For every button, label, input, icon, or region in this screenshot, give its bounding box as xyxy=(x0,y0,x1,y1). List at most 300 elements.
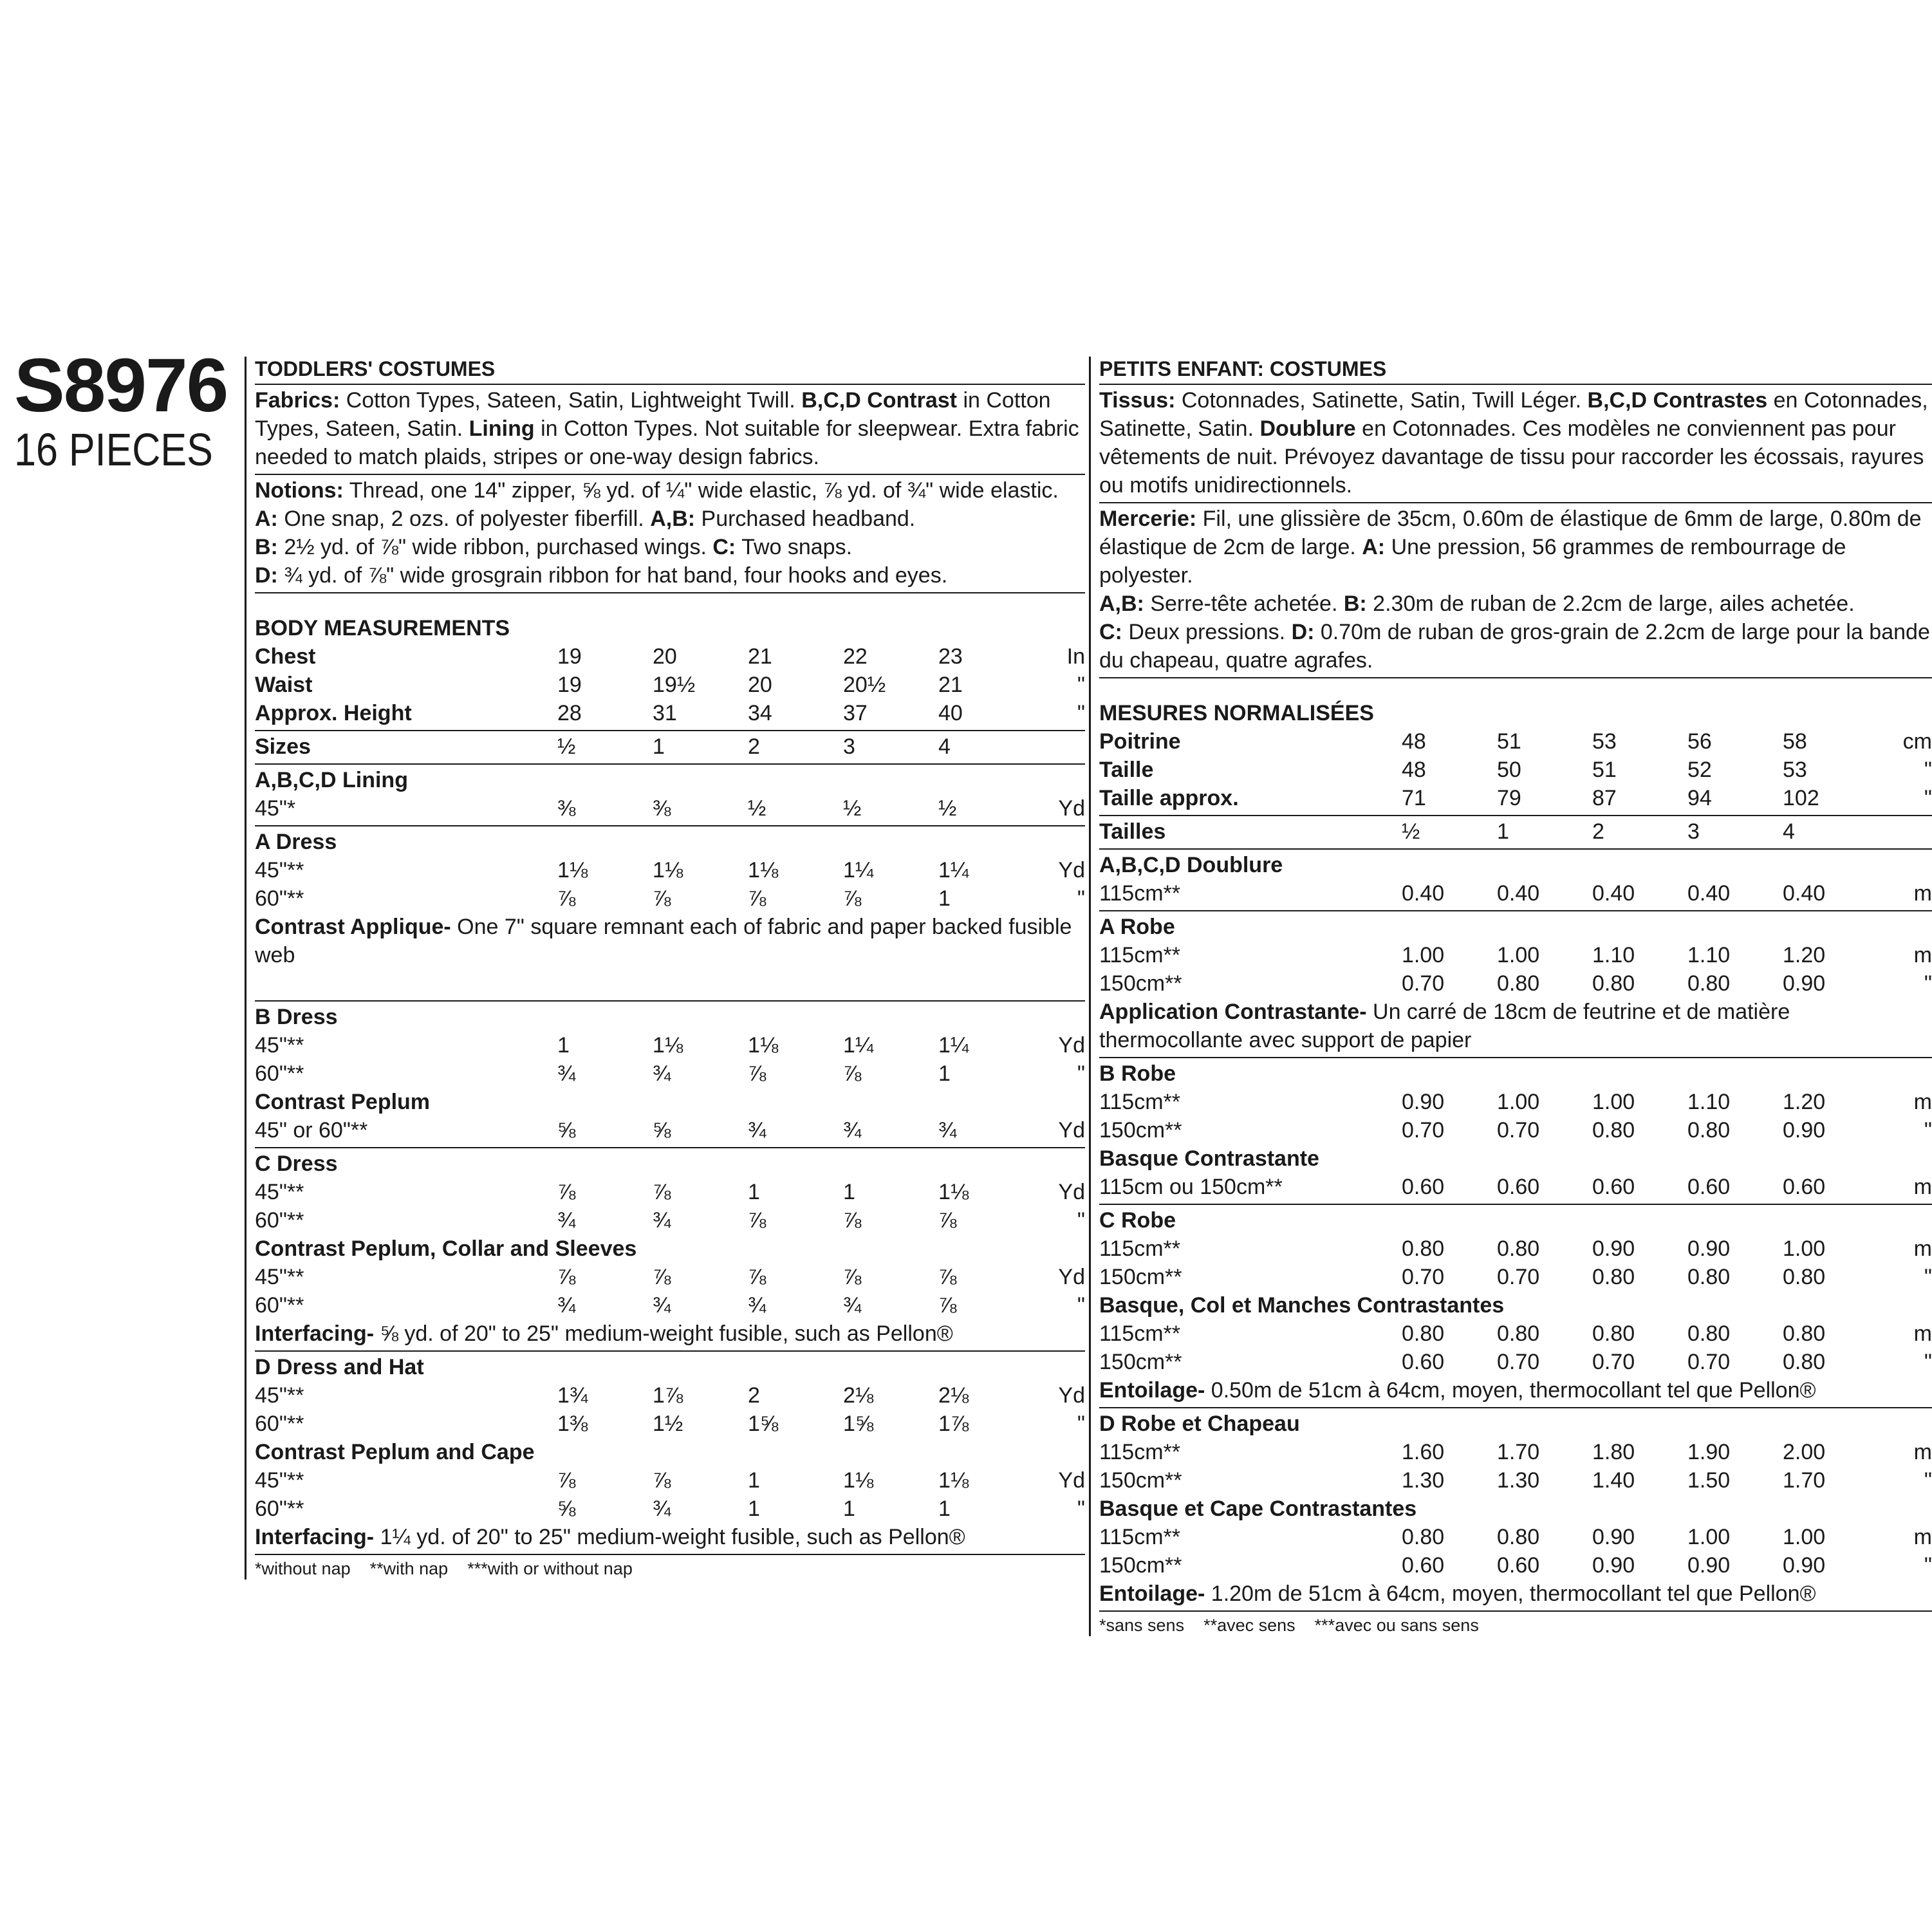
size-value: ½ xyxy=(557,734,576,759)
divider-rule xyxy=(255,763,1085,765)
row-unit: cm xyxy=(1902,729,1932,754)
column-title: PETITS ENFANT: COSTUMES xyxy=(1099,357,1387,380)
size-value: 1 xyxy=(1497,819,1509,844)
divider-rule xyxy=(1099,1407,1932,1408)
row-value: 0.80 xyxy=(1783,1265,1826,1289)
row-value: 102 xyxy=(1783,786,1819,810)
note-label: Interfacing- xyxy=(255,1321,375,1346)
row-value: 19 xyxy=(557,644,582,669)
row-value: 0.90 xyxy=(1592,1525,1635,1549)
row-value: 1.00 xyxy=(1497,943,1540,967)
row-value: 0.80 xyxy=(1592,1321,1635,1346)
measure-row xyxy=(255,699,1085,727)
row-value: 0.80 xyxy=(1402,1236,1445,1261)
row-value: 31 xyxy=(653,701,677,725)
row-value: ¾ xyxy=(653,1497,671,1521)
row-value: 0.90 xyxy=(1687,1236,1731,1261)
row-value: 0.60 xyxy=(1592,1175,1635,1199)
row-label: 115cm** xyxy=(1099,1440,1180,1464)
row-unit: m xyxy=(1913,1090,1932,1114)
row-label: 45"* xyxy=(255,796,296,821)
size-value: ½ xyxy=(1402,819,1420,844)
measure-row xyxy=(255,1059,1085,1088)
notions-t4: 2.30m de ruban de 2.2cm de large, ailes achetée. xyxy=(1366,592,1855,616)
fabrics-b2: Lining xyxy=(469,416,535,441)
row-value: ⅞ xyxy=(653,886,671,911)
divider-rule xyxy=(1099,1204,1932,1205)
measure-row xyxy=(1099,1348,1932,1376)
subsection-title: Contrast Peplum and Cape xyxy=(255,1440,535,1464)
row-value: 28 xyxy=(557,701,582,725)
row-value: 22 xyxy=(843,644,868,669)
divider-rule xyxy=(1099,848,1932,850)
row-value: 1 xyxy=(557,1033,570,1058)
row-value: 0.70 xyxy=(1497,1350,1540,1374)
row-value: 0.90 xyxy=(1592,1553,1635,1578)
row-value: 0.40 xyxy=(1402,881,1445,906)
measure-row xyxy=(1099,784,1932,812)
fabrics-text1: Cotton Types, Sateen, Satin, Lightweight Twill. xyxy=(340,388,802,413)
row-value: 1½ xyxy=(653,1412,683,1436)
row-unit: " xyxy=(1077,1208,1085,1233)
size-value: 4 xyxy=(1783,819,1795,844)
row-unit: Yd xyxy=(1058,1118,1085,1143)
row-value: 0.90 xyxy=(1783,1118,1826,1143)
row-value: 0.80 xyxy=(1402,1321,1445,1346)
notions-t2: One snap, 2 ozs. of polyester fiberfill. xyxy=(277,507,651,531)
row-unit: m xyxy=(1913,1440,1932,1464)
row-value: ⅞ xyxy=(748,1208,766,1233)
row-label: 150cm** xyxy=(1099,1553,1182,1578)
fabrics-label: Tissus: xyxy=(1099,388,1176,413)
row-value: 20 xyxy=(748,673,772,697)
notions-ab: A,B: xyxy=(1099,592,1144,616)
size-value: 2 xyxy=(748,734,760,759)
fabrics-text xyxy=(1099,386,1932,499)
row-label: 60"** xyxy=(255,1293,304,1318)
row-value: 0.80 xyxy=(1592,1265,1635,1289)
subsection-title: Basque, Col et Manches Contrastantes xyxy=(1099,1293,1505,1318)
row-value: ⅞ xyxy=(748,1265,766,1289)
row-value: 1.80 xyxy=(1592,1440,1635,1464)
row-unit: " xyxy=(1077,1061,1085,1086)
row-value: ⅞ xyxy=(938,1208,957,1233)
divider-rule xyxy=(1099,910,1932,911)
row-label: 60"** xyxy=(255,1412,304,1436)
row-label: 60"** xyxy=(255,1061,304,1086)
row-value: 0.70 xyxy=(1497,1265,1540,1289)
note-text: 0.50m de 51cm à 64cm, moyen, thermocollant tel que Pellon® xyxy=(1205,1378,1816,1403)
fabrics-b1: B,C,D Contrast xyxy=(801,388,958,413)
pattern-brand xyxy=(14,343,246,476)
row-value: 0.60 xyxy=(1402,1350,1445,1374)
measure-row xyxy=(1099,879,1932,908)
row-value: 0.70 xyxy=(1687,1350,1731,1374)
row-unit: m xyxy=(1913,943,1932,967)
row-value: ⅞ xyxy=(653,1468,671,1493)
row-unit: " xyxy=(1924,971,1932,996)
row-value: 1 xyxy=(748,1468,760,1493)
note-label: Interfacing- xyxy=(255,1525,375,1549)
notions-label: Notions: xyxy=(255,478,344,503)
footnote-item: ***with or without nap xyxy=(467,1559,633,1578)
row-value: 1.10 xyxy=(1687,1090,1731,1114)
measure-row xyxy=(1099,1116,1932,1144)
row-value: 1¼ xyxy=(843,858,874,882)
row-value: 1 xyxy=(748,1180,760,1204)
row-value: 1⅛ xyxy=(653,1033,683,1058)
row-value: 0.80 xyxy=(1687,1118,1731,1143)
divider-rule xyxy=(255,474,1085,475)
row-value: 1⅝ xyxy=(748,1412,779,1436)
row-value: 0.40 xyxy=(1687,881,1731,906)
section-note xyxy=(255,913,1085,969)
row-value: 52 xyxy=(1687,758,1712,782)
row-value: ⅞ xyxy=(653,1265,671,1289)
size-value: 3 xyxy=(843,734,855,759)
measure-row xyxy=(255,884,1085,913)
section-title: A,B,C,D Doublure xyxy=(1099,853,1283,877)
row-label: 115cm** xyxy=(1099,1236,1180,1261)
row-value: 1⅞ xyxy=(653,1383,683,1408)
row-value: 0.90 xyxy=(1402,1090,1445,1114)
row-value: 0.80 xyxy=(1687,1321,1731,1346)
measure-row xyxy=(1099,727,1932,756)
row-value: 1⅛ xyxy=(748,858,779,882)
notions-t1: Thread, one 14" zipper, ⅝ yd. of ¼" wide elastic, ⅞ yd. of ¾" wide elastic. xyxy=(343,478,1059,503)
row-label: 45"** xyxy=(255,1468,304,1493)
measure-row xyxy=(1099,1088,1932,1116)
row-value: 0.60 xyxy=(1783,1175,1826,1199)
size-value: 1 xyxy=(653,734,665,759)
notions-t5: Two snaps. xyxy=(736,535,853,559)
row-label: 45"** xyxy=(255,1265,304,1289)
notions-b: B: xyxy=(255,535,278,559)
row-value: 1.00 xyxy=(1497,1090,1540,1114)
row-value: 1.00 xyxy=(1592,1090,1635,1114)
row-value: 51 xyxy=(1497,729,1521,754)
row-value: 94 xyxy=(1687,786,1712,810)
row-value: ⅞ xyxy=(557,886,576,911)
row-unit: m xyxy=(1913,1525,1932,1549)
row-value: 0.80 xyxy=(1497,1236,1540,1261)
notions-text xyxy=(255,476,1085,590)
measure-row xyxy=(1099,1466,1932,1495)
row-value: 1.70 xyxy=(1783,1468,1826,1493)
fabrics-text xyxy=(255,386,1085,471)
fabrics-text1: Cotonnades, Satinette, Satin, Twill Léger. xyxy=(1175,388,1588,413)
note-label: Entoilage- xyxy=(1099,1378,1205,1403)
row-value: 48 xyxy=(1402,758,1426,782)
body-measurements-title: BODY MEASUREMENTS xyxy=(255,616,510,640)
row-value: 53 xyxy=(1783,758,1807,782)
row-label: 45"** xyxy=(255,1383,304,1408)
notions-t4: 2½ yd. of ⅞" wide ribbon, purchased wings. xyxy=(277,535,713,559)
row-label: 115cm** xyxy=(1099,943,1180,967)
row-value: 0.80 xyxy=(1592,1118,1635,1143)
row-label: 45"** xyxy=(255,858,304,882)
row-value: 1⅛ xyxy=(938,1180,969,1204)
divider-rule xyxy=(1099,384,1932,385)
subsection-title: Basque et Cape Contrastantes xyxy=(1099,1497,1417,1521)
section-title: B Dress xyxy=(255,1005,338,1029)
divider-rule xyxy=(255,1554,1085,1555)
divider-rule xyxy=(255,1147,1085,1148)
row-value: ¾ xyxy=(557,1208,576,1233)
row-value: 0.40 xyxy=(1783,881,1826,906)
row-unit: " xyxy=(1077,886,1085,911)
section-note xyxy=(1099,998,1932,1054)
note-text: Un carré de 18cm de feutrine et de matière thermocollante avec support de papier xyxy=(1099,1000,1790,1052)
row-label: Poitrine xyxy=(1099,729,1181,754)
measure-row xyxy=(1099,1320,1932,1348)
row-value: 0.70 xyxy=(1402,1118,1445,1143)
notions-a: A: xyxy=(1362,535,1386,559)
fabrics-text2: in Cotton Types, Sateen, Satin. xyxy=(255,388,1051,441)
row-value: 20 xyxy=(653,644,677,669)
row-value: 0.80 xyxy=(1783,1350,1826,1374)
notions-b: B: xyxy=(1343,592,1367,616)
row-unit: " xyxy=(1924,1265,1932,1289)
section-title: C Robe xyxy=(1099,1208,1176,1233)
footnote-item: ***avec ou sans sens xyxy=(1314,1616,1479,1635)
french-column xyxy=(1089,357,1932,1636)
row-value: ¾ xyxy=(748,1118,766,1143)
row-value: 0.70 xyxy=(1402,1265,1445,1289)
note-text: ⅝ yd. of 20" to 25" medium-weight fusible, such as Pellon® xyxy=(374,1321,953,1346)
fabrics-text3: in Cotton Types. Not suitable for sleepwear. Extra fabric needed to match plaids, stripes or one-way design fabrics. xyxy=(255,416,1079,469)
divider-rule xyxy=(1099,815,1932,816)
row-unit-empty xyxy=(1878,817,1932,846)
row-value: 1.00 xyxy=(1687,1525,1731,1549)
section-title: C Dress xyxy=(255,1152,338,1176)
row-value: 1⅛ xyxy=(843,1468,874,1493)
notions-c: C: xyxy=(1099,620,1122,644)
row-label: 115cm** xyxy=(1099,1525,1180,1549)
footnote-item: *sans sens xyxy=(1099,1616,1185,1635)
notions-ab: A,B: xyxy=(650,507,696,531)
size-value: 4 xyxy=(938,734,951,759)
row-unit: " xyxy=(1077,701,1085,725)
measure-row xyxy=(255,1031,1085,1059)
row-unit: Yd xyxy=(1058,1265,1085,1289)
row-value: 1⅛ xyxy=(938,1468,969,1493)
row-value: ⅞ xyxy=(843,1208,862,1233)
row-unit: In xyxy=(1066,644,1085,669)
footnote-item: **with nap xyxy=(369,1559,449,1578)
row-value: 0.90 xyxy=(1592,1236,1635,1261)
row-unit: Yd xyxy=(1058,1383,1085,1408)
divider-rule xyxy=(1099,1610,1932,1612)
row-value: 2.00 xyxy=(1783,1440,1826,1464)
row-value: 1.40 xyxy=(1592,1468,1635,1493)
row-value: 1⅝ xyxy=(843,1412,874,1436)
row-value: 0.80 xyxy=(1687,971,1731,996)
row-value: ¾ xyxy=(938,1118,957,1143)
row-label: 150cm** xyxy=(1099,1468,1182,1493)
row-label: 150cm** xyxy=(1099,971,1182,996)
row-value: 1 xyxy=(843,1497,855,1521)
row-label: Approx. Height xyxy=(255,701,412,725)
row-value: 1¾ xyxy=(557,1383,588,1408)
divider-rule xyxy=(255,384,1085,385)
row-value: 1.70 xyxy=(1497,1440,1540,1464)
row-value: 56 xyxy=(1687,729,1712,754)
row-label: Chest xyxy=(255,644,316,669)
row-value: 1.30 xyxy=(1402,1468,1445,1493)
row-value: ⅞ xyxy=(843,1061,862,1086)
row-value: ½ xyxy=(843,796,862,821)
divider-rule xyxy=(255,1000,1085,1002)
notions-t3: Purchased headband. xyxy=(695,507,916,531)
row-value: 1.30 xyxy=(1497,1468,1540,1493)
sizes-label: Tailles xyxy=(1099,819,1166,844)
row-value: ⅞ xyxy=(557,1265,576,1289)
body-measurements-title: MESURES NORMALISÉES xyxy=(1099,701,1374,725)
row-value: 0.80 xyxy=(1402,1525,1445,1549)
row-value: 1.00 xyxy=(1783,1525,1826,1549)
row-unit: m xyxy=(1913,1175,1932,1199)
row-label: 150cm** xyxy=(1099,1118,1182,1143)
size-value: 3 xyxy=(1687,819,1700,844)
notions-t1: Fil, une glissière de 35cm, 0.60m de élastique de 6mm de large, 0.80m de élastique de 2cm de large. xyxy=(1099,507,1922,559)
row-value: 1 xyxy=(938,1061,951,1086)
row-value: 1.10 xyxy=(1592,943,1635,967)
row-value: ½ xyxy=(748,796,766,821)
row-unit: Yd xyxy=(1058,1180,1085,1204)
row-unit: m xyxy=(1913,1321,1932,1346)
row-label: Taille xyxy=(1099,758,1154,782)
row-value: 1.90 xyxy=(1687,1440,1731,1464)
fabrics-text3: en Cotonnades. Ces modèles ne conviennent pas pour vêtements de nuit. Prévoyez davantage de tissu pour raccorder les écossais, rayures ou motifs unidirectionnels. xyxy=(1099,416,1924,498)
row-label: 45"** xyxy=(255,1033,304,1058)
subsection-title: Basque Contrastante xyxy=(1099,1146,1319,1171)
row-value: 21 xyxy=(748,644,772,669)
row-value: 0.80 xyxy=(1592,971,1635,996)
section-title: A,B,C,D Lining xyxy=(255,768,408,792)
row-value: ⅞ xyxy=(557,1468,576,1493)
row-value: ⅞ xyxy=(748,886,766,911)
measure-row xyxy=(255,856,1085,884)
row-value: 37 xyxy=(843,701,868,725)
row-label: 60"** xyxy=(255,1208,304,1233)
note-text: 1.20m de 51cm à 64cm, moyen, thermocollant tel que Pellon® xyxy=(1205,1581,1816,1606)
measure-row xyxy=(255,1263,1085,1291)
footnote xyxy=(1099,1614,1932,1636)
row-value: ⅞ xyxy=(748,1061,766,1086)
section-title: D Robe et Chapeau xyxy=(1099,1412,1300,1436)
measure-row xyxy=(1099,941,1932,969)
row-unit: Yd xyxy=(1058,1468,1085,1493)
row-unit: Yd xyxy=(1058,1033,1085,1058)
row-label: 115cm** xyxy=(1099,881,1180,906)
divider-rule xyxy=(1099,677,1932,678)
row-value: 1 xyxy=(938,886,951,911)
pattern-code: S8976 xyxy=(14,343,228,428)
measure-row xyxy=(1099,969,1932,998)
spacer-line xyxy=(255,969,1085,998)
row-value: 1¼ xyxy=(938,1033,969,1058)
row-unit: " xyxy=(1924,786,1932,810)
measure-row xyxy=(255,1116,1085,1144)
row-value: 0.40 xyxy=(1592,881,1635,906)
row-value: 1.60 xyxy=(1402,1440,1445,1464)
section-title: B Robe xyxy=(1099,1061,1176,1086)
fabrics-b1: B,C,D Contrastes xyxy=(1587,388,1768,413)
section-note xyxy=(255,1320,1085,1348)
notions-t6: 0.70m de ruban de gros-grain de 2.2cm de large pour la bande du chapeau, quatre agrafes. xyxy=(1099,620,1930,673)
divider-rule xyxy=(1099,502,1932,503)
row-value: ⅞ xyxy=(843,1265,862,1289)
measure-row xyxy=(1099,1438,1932,1466)
row-value: 1.00 xyxy=(1783,1236,1826,1261)
size-value: 2 xyxy=(1592,819,1604,844)
row-value: ½ xyxy=(938,796,957,821)
row-value: ⅜ xyxy=(653,796,671,821)
row-value: 2⅛ xyxy=(938,1383,969,1408)
row-value: 0.90 xyxy=(1783,971,1826,996)
row-value: 53 xyxy=(1592,729,1617,754)
measure-row xyxy=(1099,756,1932,784)
section-note xyxy=(1099,1376,1932,1404)
row-value: ¾ xyxy=(557,1293,576,1318)
notions-t6: ¾ yd. of ⅞" wide grosgrain ribbon for hat band, four hooks and eyes. xyxy=(277,563,948,588)
section-note xyxy=(1099,1580,1932,1608)
measure-row xyxy=(255,642,1085,671)
row-label: 60"** xyxy=(255,1497,304,1521)
notions-t3: Serre-tête achetée. xyxy=(1144,592,1344,616)
row-value: 50 xyxy=(1497,758,1521,782)
row-value: 0.80 xyxy=(1497,971,1540,996)
english-column xyxy=(245,357,1085,1580)
row-value: 0.70 xyxy=(1402,971,1445,996)
row-value: ¾ xyxy=(653,1293,671,1318)
row-label: 45" or 60"** xyxy=(255,1118,368,1143)
divider-rule xyxy=(255,730,1085,731)
notions-t5: Deux pressions. xyxy=(1122,620,1292,644)
row-unit: " xyxy=(1077,1412,1085,1436)
measure-row xyxy=(255,1291,1085,1320)
row-value: 1 xyxy=(748,1497,760,1521)
measure-row xyxy=(255,671,1085,699)
row-value: 1.50 xyxy=(1687,1468,1731,1493)
row-label: 150cm** xyxy=(1099,1265,1182,1289)
row-unit: " xyxy=(1924,1118,1932,1143)
sizes-label: Sizes xyxy=(255,734,311,759)
row-unit: " xyxy=(1924,1468,1932,1493)
row-value: ¾ xyxy=(748,1293,766,1318)
row-unit: " xyxy=(1924,1553,1932,1578)
row-label: 60"** xyxy=(255,886,304,911)
row-value: 0.80 xyxy=(1497,1321,1540,1346)
measure-row xyxy=(255,794,1085,823)
row-unit: Yd xyxy=(1058,858,1085,882)
row-value: ⅞ xyxy=(843,886,862,911)
row-value: ¾ xyxy=(557,1061,576,1086)
row-value: 0.80 xyxy=(1687,1265,1731,1289)
measure-row xyxy=(1099,1263,1932,1291)
row-value: 34 xyxy=(748,701,772,725)
measure-row xyxy=(255,1495,1085,1523)
row-value: ¾ xyxy=(843,1293,862,1318)
row-value: 1⅛ xyxy=(557,858,588,882)
divider-rule xyxy=(1099,1057,1932,1058)
row-label: 115cm** xyxy=(1099,1090,1180,1114)
footnote-item: **avec sens xyxy=(1203,1616,1296,1635)
measure-row xyxy=(1099,1173,1932,1201)
row-unit: Yd xyxy=(1058,796,1085,821)
row-value: ¾ xyxy=(843,1118,862,1143)
